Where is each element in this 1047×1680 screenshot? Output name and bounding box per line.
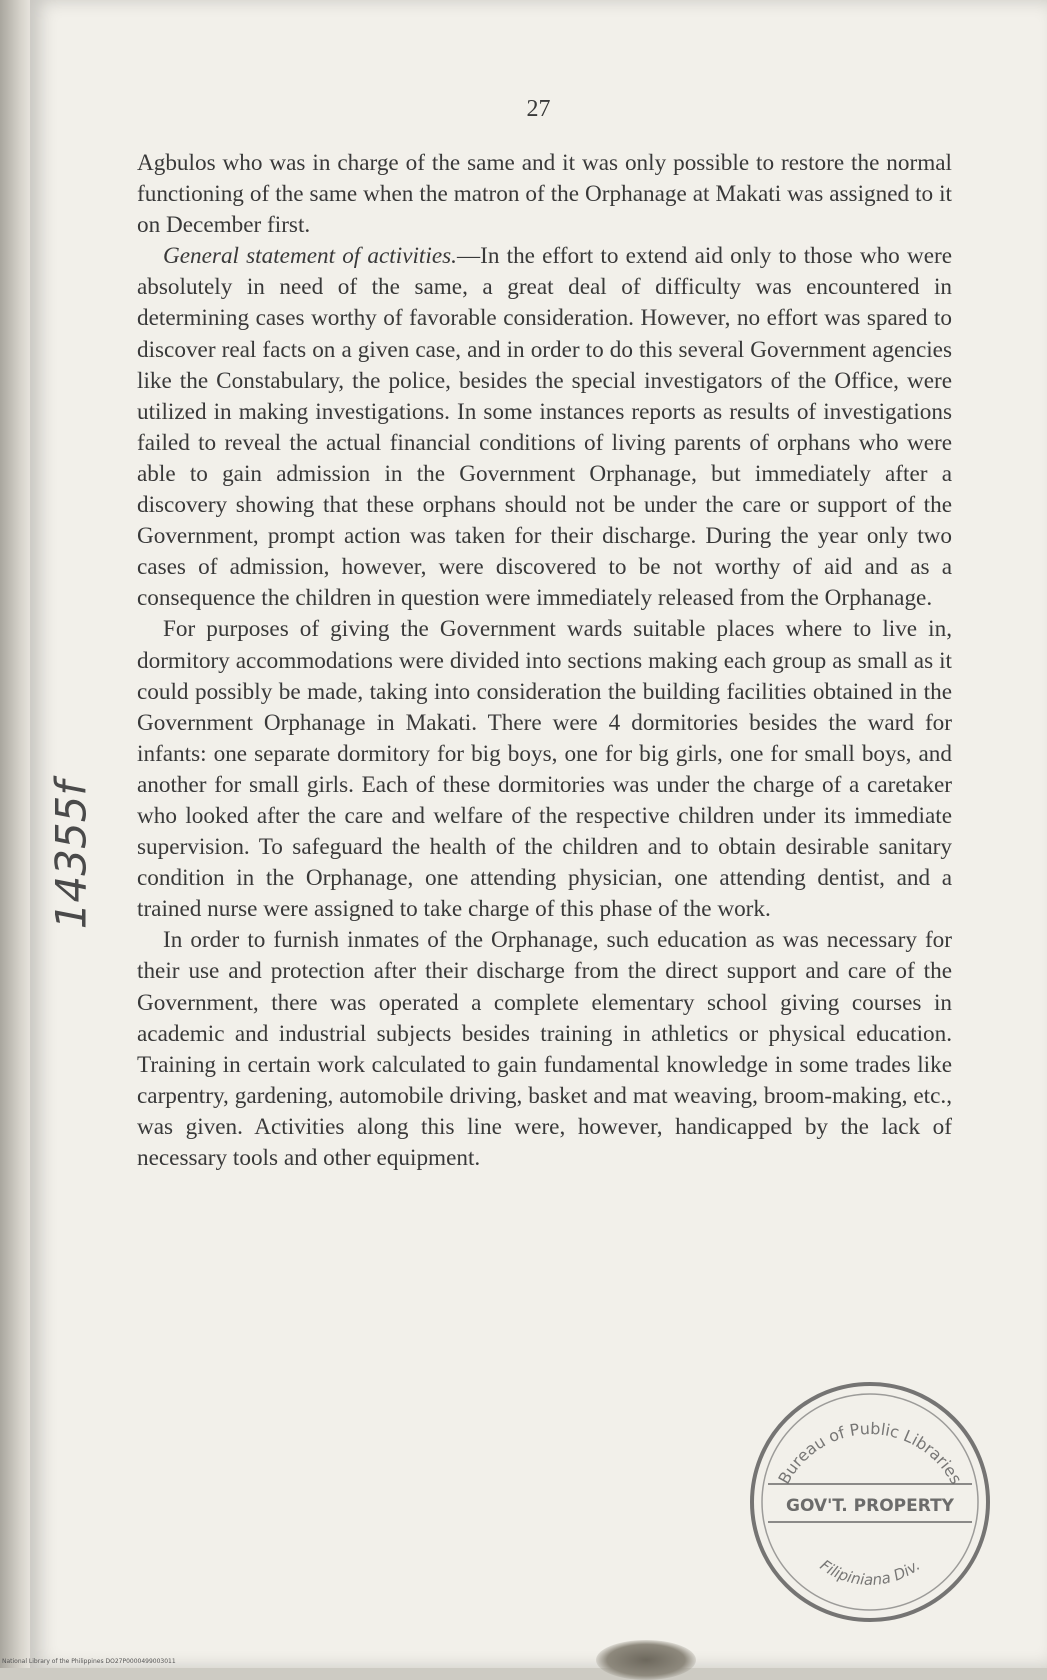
page-number: 27: [526, 96, 551, 122]
paragraph-1-text: Agbulos who was in charge of the same and it was only possible to restore the normal functioning of the same when the matron of the Orphanage at Makati was assigned to it on December first.: [137, 150, 952, 239]
paragraph-4: [137, 925, 952, 1174]
scan-credit: National Library of the Philippines DO27P0000499003011: [2, 1658, 176, 1665]
paragraph-3-text: For purposes of giving the Government wards suitable places where to live in, dormitory accommodations were divided into sections making each group as small as it could possibly be made, taking into consideration the building facilities obtained in the Government Orphanage in Makati. There were 4 dormitories besides the ward for infants: one separate dormitory for big boys, one for big girls, one for small boys, and another for small girls. Each of these dormitories was under the charge of a caretaker who looked after the care and welfare of the respective children under its immediate supervision. To safeguard the health of the children and to obtain desirable sanitary condition in the Orphanage, one attending physician, one attending dentist, and a trained nurse were assigned to take charge of this phase of the work.: [137, 616, 952, 923]
book-gutter: [0, 0, 30, 1668]
stamp-top-text: Bureau of Public Libraries: [774, 1418, 966, 1488]
handwritten-margin-note: [46, 770, 96, 940]
paragraph-3: [137, 614, 952, 925]
body-text: [137, 148, 952, 1174]
library-stamp: [740, 1372, 1000, 1632]
margin-note-text: 14355f: [46, 780, 96, 930]
stamp-center-text: GOV'T. PROPERTY: [785, 1496, 955, 1516]
scanner-clip: [596, 1640, 696, 1680]
paragraph-1: [137, 148, 952, 241]
section-heading: General statement of activities.: [163, 243, 457, 270]
stamp-bottom-text: Filipiniana Div.: [816, 1556, 924, 1589]
paragraph-2: [137, 241, 952, 614]
paragraph-4-text: In order to furnish inmates of the Orphanage, such education as was necessary for their use and protection after their discharge from the direct support and care of the Government, there was operated a complete elementary school giving courses in academic and industrial subjects besides training in athletics or physical education. Training in certain work calculated to gain fundamental knowledge in some trades like carpentry, gardening, automobile driving, basket and mat weaving, broom-making, etc., was given. Activities along this line were, however, handicapped by the lack of necessary tools and other equipment.: [137, 927, 952, 1171]
paragraph-2-text: —In the effort to extend aid only to those who were absolutely in need of the same, a great deal of difficulty was encountered in determining cases worthy of favorable consideration. However, no effort was spared to discover real facts on a given case, and in order to do this several Government agencies like the Constabulary, the police, besides the special investigators of the Office, were utilized in making investigations. In some instances reports as results of investigations failed to reveal the actual financial conditions of living parents of orphans who were able to gain admission in the Government Orphanage, but immediately after a discovery showing that these orphans should not be under the care or support of the Government, prompt action was taken for their discharge. During the year only two cases of admission, however, were discovered to be not worthy of aid and as a consequence the children in question were immediately released from the Orphanage.: [137, 243, 953, 612]
